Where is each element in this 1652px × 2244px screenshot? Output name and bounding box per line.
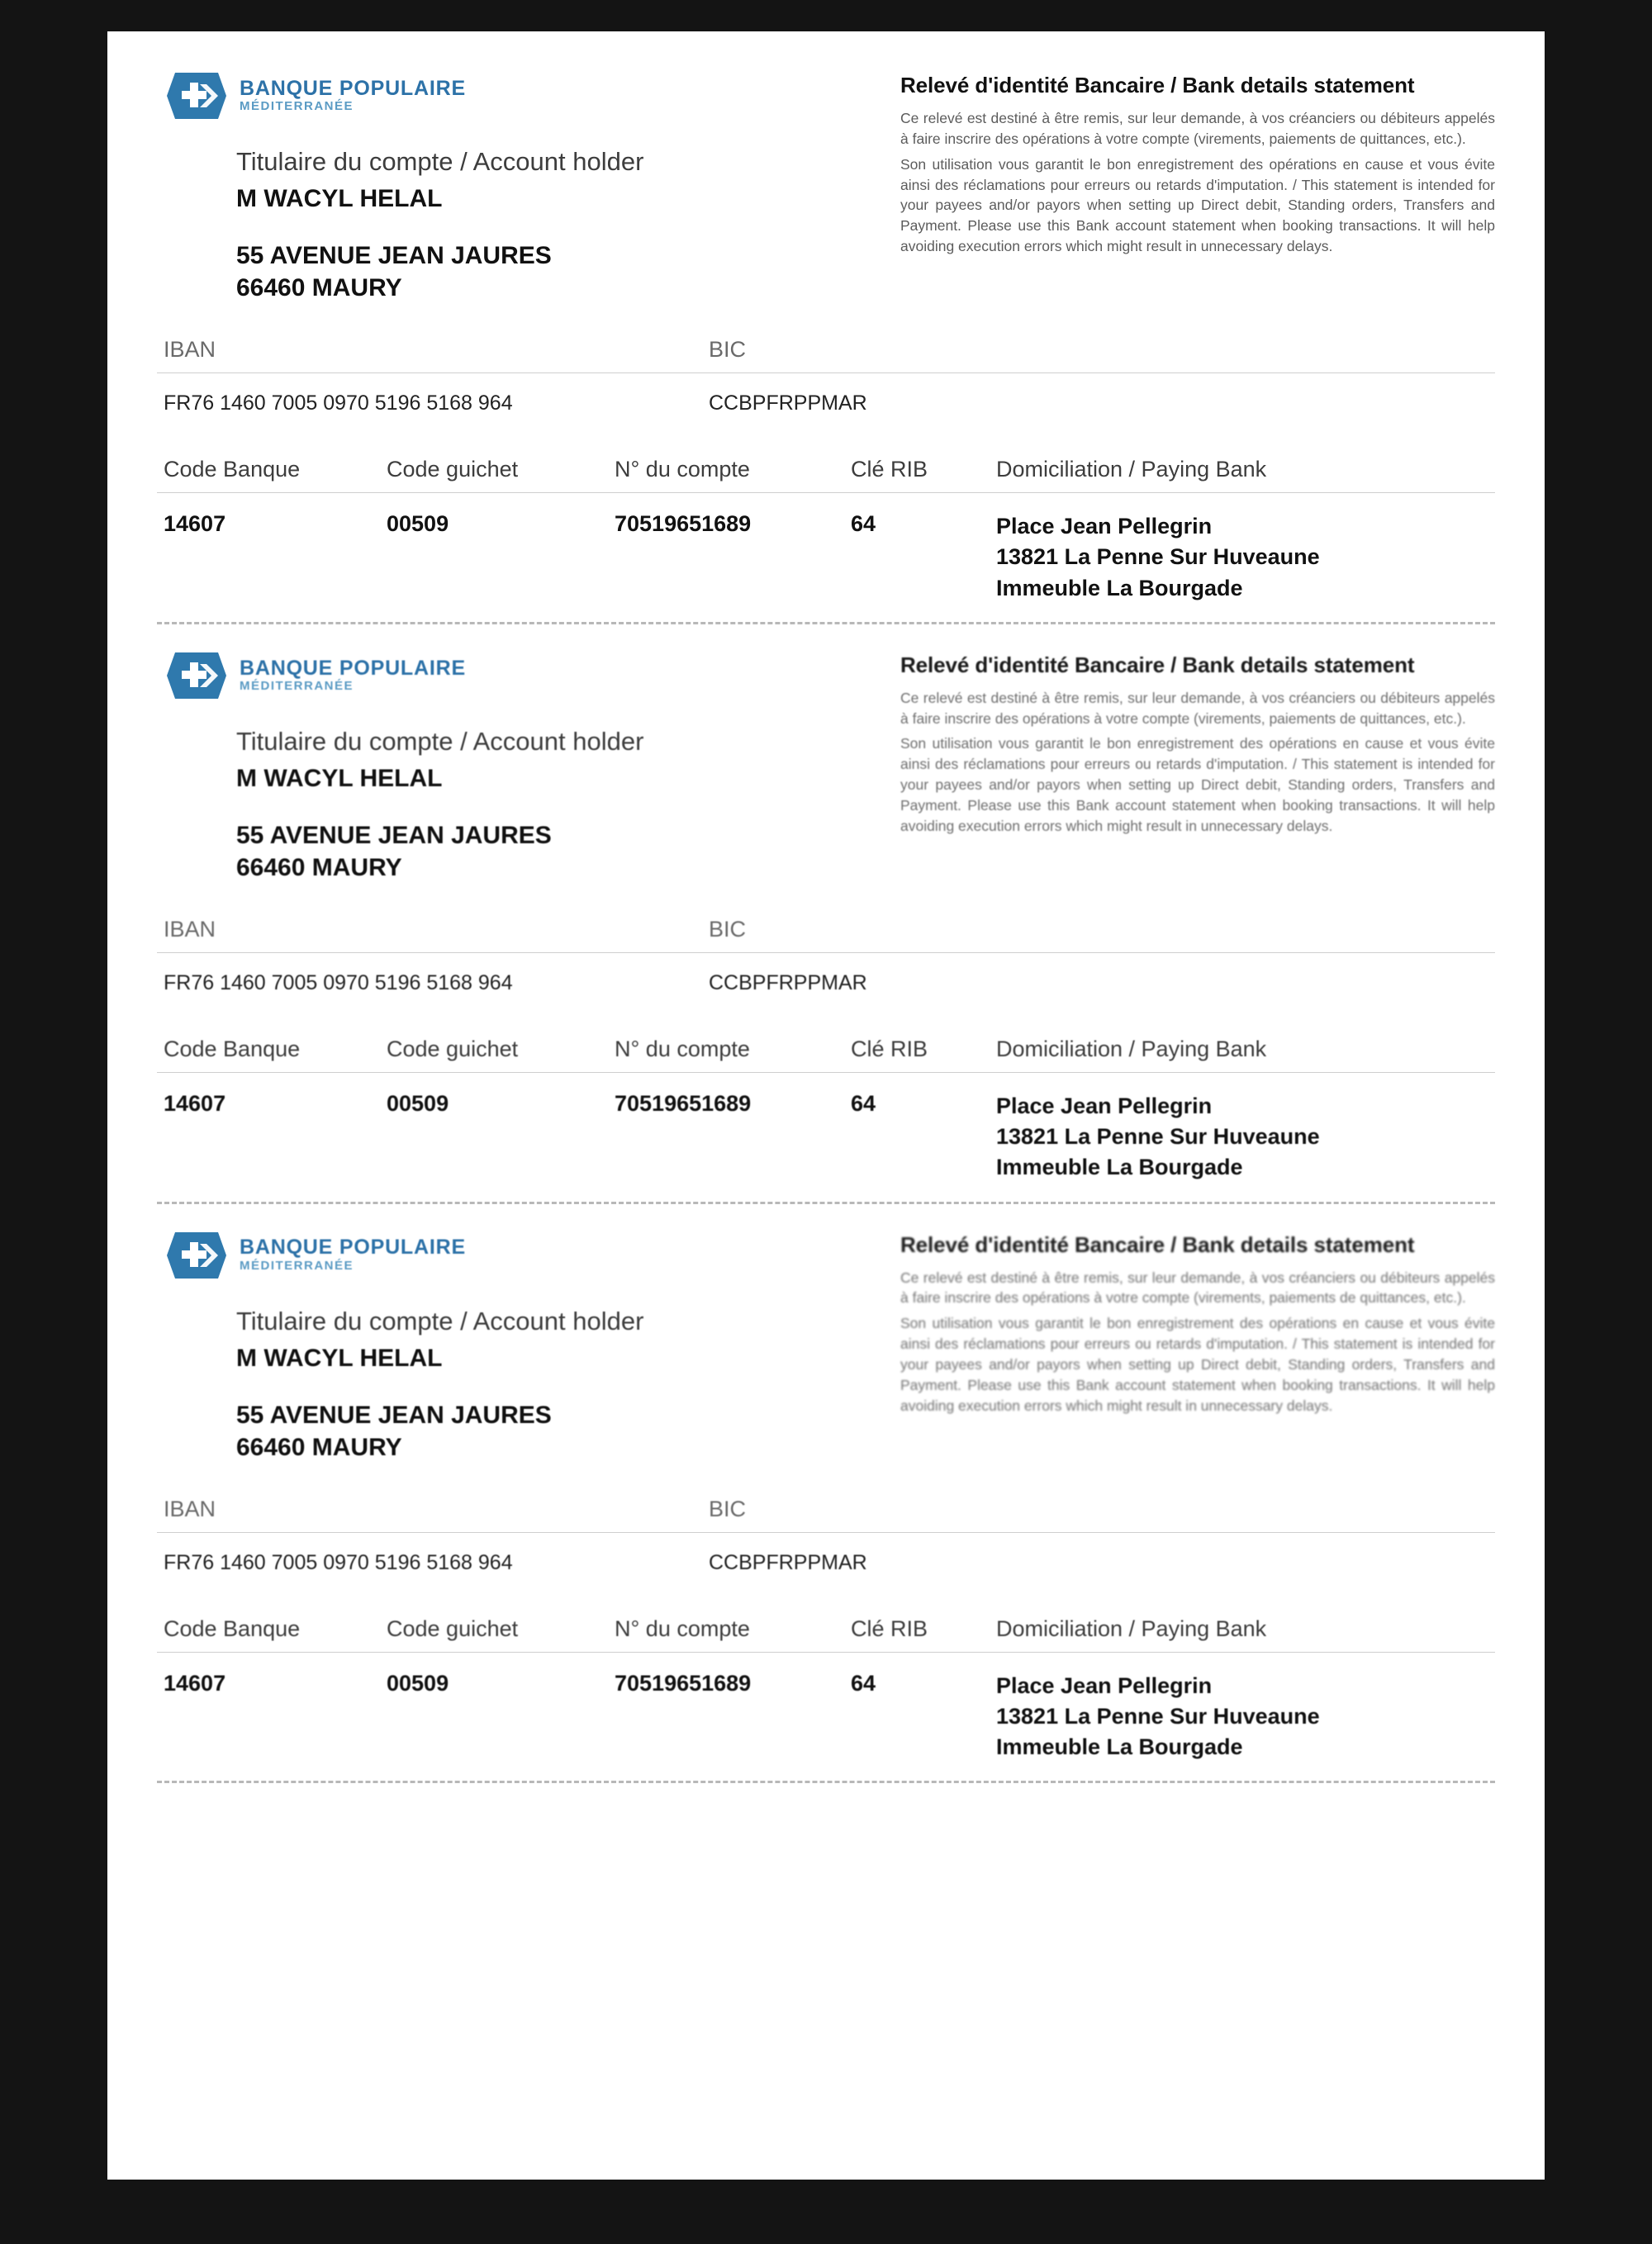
table-row xyxy=(157,1091,1495,1184)
value-code-guichet: 00509 xyxy=(387,511,449,536)
address-line-2: 66460 MAURY xyxy=(236,853,402,881)
notice-paragraph-2: Son utilisation vous garantit le bon enregistrement des opérations en cause et vous évite ainsi des réclamations pour erreurs ou retards d'imputation. / This statement is intended for your payees and/or payors when setting up Direct debit, Standing orders, Transfers and Payment. Please use this Bank account statement when booking transactions. It will help avoiding execution errors which might result in unnecessary delays. xyxy=(900,735,1495,834)
header-code-banque: Code Banque xyxy=(164,457,301,482)
rib-left-column xyxy=(157,1229,900,1464)
rib-left-column xyxy=(157,69,900,304)
address-line-2: 66460 MAURY xyxy=(236,1433,402,1461)
divider-line xyxy=(157,492,1495,493)
cut-line xyxy=(157,1781,1495,1783)
iban-label: IBAN xyxy=(164,1496,216,1521)
value-code-guichet: 00509 xyxy=(387,1670,449,1696)
notice-title: Relevé d'identité Bancaire / Bank details statement xyxy=(900,652,1415,677)
rib-block xyxy=(157,624,1495,1202)
bank-logo-plus-x-icon xyxy=(167,69,226,122)
notice-paragraph-1: Ce relevé est destiné à être remis, sur leur demande, à vos créanciers ou débiteurs appelés à faire inscrire des opérations à votre compte (virements, paiements de quittances, etc.). xyxy=(900,110,1495,147)
account-holder-label: Titulaire du compte / Account holder xyxy=(236,1306,644,1335)
bank-logo xyxy=(167,1229,900,1282)
rib-table-header xyxy=(157,1037,1495,1062)
rib-block xyxy=(157,69,1495,622)
value-code-banque: 14607 xyxy=(164,511,226,536)
value-cle-rib: 64 xyxy=(851,1090,876,1116)
domiciliation-line-2: 13821 La Penne Sur Huveaune xyxy=(996,1703,1320,1729)
domiciliation-line-1: Place Jean Pellegrin xyxy=(996,1672,1213,1698)
domiciliation-line-2: 13821 La Penne Sur Huveaune xyxy=(996,544,1320,570)
bank-name-line2: MÉDITERRANÉE xyxy=(240,678,354,693)
bic-value: CCBPFRPPMAR xyxy=(709,391,867,415)
header-code-guichet: Code guichet xyxy=(387,1036,519,1061)
header-code-guichet: Code guichet xyxy=(387,457,519,482)
domiciliation-line-3: Immeuble La Bourgade xyxy=(996,1155,1243,1180)
account-holder-address xyxy=(236,240,900,304)
value-numero-compte: 70519651689 xyxy=(615,1670,752,1696)
bank-logo xyxy=(167,69,900,122)
domiciliation-line-2: 13821 La Penne Sur Huveaune xyxy=(996,1124,1320,1149)
address-line-1: 55 AVENUE JEAN JAURES xyxy=(236,1401,552,1429)
bic-label: BIC xyxy=(709,1496,747,1521)
domiciliation-line-1: Place Jean Pellegrin xyxy=(996,514,1213,538)
rib-header-row xyxy=(157,649,1495,884)
notice-title: Relevé d'identité Bancaire / Bank details statement xyxy=(900,73,1415,97)
value-code-guichet: 00509 xyxy=(387,1090,449,1116)
divider-line xyxy=(157,952,1495,953)
notice-paragraph-1: Ce relevé est destiné à être remis, sur leur demande, à vos créanciers ou débiteurs appelés à faire inscrire des opérations à votre compte (virements, paiements de quittances, etc.). xyxy=(900,689,1495,727)
header-code-banque: Code Banque xyxy=(164,1615,301,1641)
notice-paragraph-2: Son utilisation vous garantit le bon enregistrement des opérations en cause et vous évite ainsi des réclamations pour erreurs ou retards d'imputation. / This statement is intended for your payees and/or payors when setting up Direct debit, Standing orders, Transfers and Payment. Please use this Bank account statement when booking transactions. It will help avoiding execution errors which might result in unnecessary delays. xyxy=(900,155,1495,255)
bic-value: CCBPFRPPMAR xyxy=(709,970,867,994)
bank-name-line1: BANQUE POPULAIRE xyxy=(240,76,466,100)
header-domiciliation: Domiciliation / Paying Bank xyxy=(996,1036,1267,1061)
rib-notice xyxy=(900,649,1495,842)
iban-label: IBAN xyxy=(164,337,216,362)
address-line-1: 55 AVENUE JEAN JAURES xyxy=(236,242,552,269)
account-holder-name: M WACYL HELAL xyxy=(236,764,443,792)
table-row xyxy=(157,1671,1495,1763)
address-line-2: 66460 MAURY xyxy=(236,274,402,301)
rib-notice xyxy=(900,1229,1495,1421)
domiciliation-line-3: Immeuble La Bourgade xyxy=(996,575,1243,600)
value-code-banque: 14607 xyxy=(164,1670,226,1696)
divider-line xyxy=(157,1652,1495,1653)
bank-logo-text xyxy=(240,1236,466,1273)
iban-bic-values xyxy=(157,391,1495,415)
table-row xyxy=(157,511,1495,604)
value-cle-rib: 64 xyxy=(851,1670,876,1696)
value-numero-compte: 70519651689 xyxy=(615,511,752,536)
header-cle-rib: Clé RIB xyxy=(851,1615,928,1641)
iban-bic-header xyxy=(157,1497,1495,1522)
iban-value: FR76 1460 7005 0970 5196 5168 964 xyxy=(164,391,513,415)
rib-block xyxy=(157,1204,1495,1781)
account-holder-name: M WACYL HELAL xyxy=(236,185,443,212)
account-holder-address xyxy=(236,1399,900,1464)
notice-title: Relevé d'identité Bancaire / Bank details statement xyxy=(900,1231,1415,1257)
notice-paragraph-2: Son utilisation vous garantit le bon enregistrement des opérations en cause et vous évite ainsi des réclamations pour erreurs ou retards d'imputation. / This statement is intended for your payees and/or payors when setting up Direct debit, Standing orders, Transfers and Payment. Please use this Bank account statement when booking transactions. It will help avoiding execution errors which might result in unnecessary delays. xyxy=(900,1315,1495,1414)
domiciliation-line-1: Place Jean Pellegrin xyxy=(996,1093,1213,1118)
rib-left-column xyxy=(157,649,900,884)
account-holder-address xyxy=(236,819,900,884)
iban-bic-header xyxy=(157,917,1495,942)
divider-line xyxy=(157,1072,1495,1073)
domiciliation-line-3: Immeuble La Bourgade xyxy=(996,1734,1243,1759)
bic-label: BIC xyxy=(709,916,747,942)
divider-line xyxy=(157,372,1495,373)
bank-logo-text xyxy=(240,657,466,694)
iban-value: FR76 1460 7005 0970 5196 5168 964 xyxy=(164,1550,513,1574)
notice-paragraph-1: Ce relevé est destiné à être remis, sur leur demande, à vos créanciers ou débiteurs appelés à faire inscrire des opérations à votre compte (virements, paiements de quittances, etc.). xyxy=(900,1269,1495,1307)
value-numero-compte: 70519651689 xyxy=(615,1090,752,1116)
bank-logo-plus-x-icon xyxy=(167,649,226,702)
header-cle-rib: Clé RIB xyxy=(851,1036,928,1061)
account-holder-label: Titulaire du compte / Account holder xyxy=(236,726,644,756)
bank-name-line1: BANQUE POPULAIRE xyxy=(240,656,466,680)
header-domiciliation: Domiciliation / Paying Bank xyxy=(996,457,1267,482)
rib-notice xyxy=(900,69,1495,262)
bic-label: BIC xyxy=(709,337,747,362)
account-holder-label: Titulaire du compte / Account holder xyxy=(236,147,644,176)
header-numero-compte: N° du compte xyxy=(615,1615,750,1641)
account-holder-name: M WACYL HELAL xyxy=(236,1344,443,1372)
bank-logo-plus-x-icon xyxy=(167,1229,226,1282)
iban-label: IBAN xyxy=(164,916,216,942)
header-numero-compte: N° du compte xyxy=(615,1036,750,1061)
rib-header-row xyxy=(157,69,1495,304)
rib-table-header xyxy=(157,457,1495,482)
iban-bic-values xyxy=(157,971,1495,995)
divider-line xyxy=(157,1532,1495,1533)
bank-name-line2: MÉDITERRANÉE xyxy=(240,99,354,114)
address-line-1: 55 AVENUE JEAN JAURES xyxy=(236,821,552,849)
bank-logo-text xyxy=(240,78,466,114)
rib-header-row xyxy=(157,1229,1495,1464)
value-domiciliation xyxy=(996,1671,1495,1763)
value-domiciliation xyxy=(996,511,1495,604)
header-domiciliation: Domiciliation / Paying Bank xyxy=(996,1615,1267,1641)
iban-bic-values xyxy=(157,1551,1495,1575)
iban-bic-header xyxy=(157,337,1495,363)
value-cle-rib: 64 xyxy=(851,511,876,536)
header-cle-rib: Clé RIB xyxy=(851,457,928,482)
bank-logo xyxy=(167,649,900,702)
bank-name-line2: MÉDITERRANÉE xyxy=(240,1258,354,1273)
header-code-banque: Code Banque xyxy=(164,1036,301,1061)
header-numero-compte: N° du compte xyxy=(615,457,750,482)
iban-value: FR76 1460 7005 0970 5196 5168 964 xyxy=(164,970,513,994)
value-domiciliation xyxy=(996,1091,1495,1184)
header-code-guichet: Code guichet xyxy=(387,1615,519,1641)
bank-name-line1: BANQUE POPULAIRE xyxy=(240,1236,466,1260)
rib-table-header xyxy=(157,1616,1495,1642)
bic-value: CCBPFRPPMAR xyxy=(709,1550,867,1574)
rib-document-sheet xyxy=(107,31,1545,2180)
value-code-banque: 14607 xyxy=(164,1090,226,1116)
